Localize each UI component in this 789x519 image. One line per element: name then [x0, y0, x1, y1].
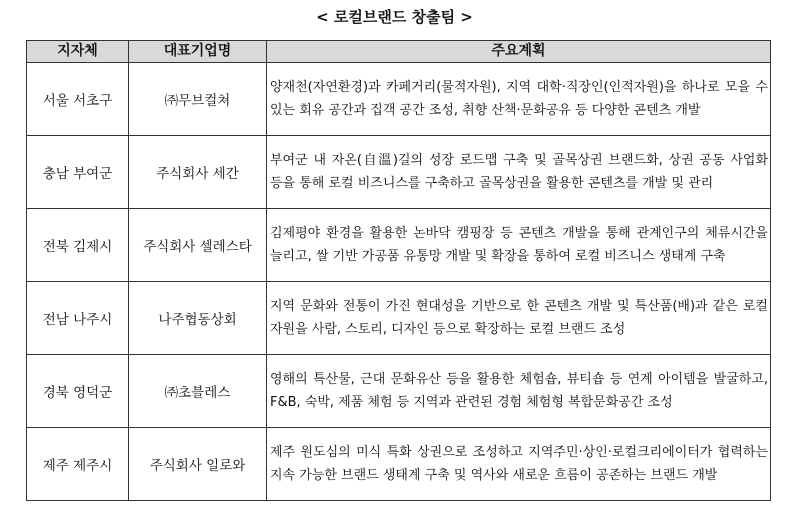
company-cell: 나주협동상회 — [129, 282, 267, 355]
municipality-cell: 서울 서초구 — [27, 63, 129, 136]
company-cell: 주식회사 셀레스타 — [129, 209, 267, 282]
page-title: < 로컬브랜드 창출팀 > — [316, 8, 473, 26]
table-row — [27, 63, 771, 136]
municipality-cell: 제주 제주시 — [27, 428, 129, 501]
company-cell: ㈜무브컬쳐 — [129, 63, 267, 136]
municipality-cell: 전북 김제시 — [27, 209, 129, 282]
table-row — [27, 136, 771, 209]
plan-cell: 양재천(자연환경)과 카페거리(물적자원), 지역 대학·직장인(인적자원)을 하나로 모을 수 있는 회유 공간과 집객 공간 조성, 취향 산책·문화공유 등 다양한 콘텐츠 개발 — [267, 63, 771, 136]
local-brand-table — [26, 40, 771, 501]
plan-cell: 지역 문화와 전통이 가진 현대성을 기반으로 한 콘텐츠 개발 및 특산품(배)과 같은 로컬 자원을 사람, 스토리, 디자인 등으로 확장하는 로컬 브랜드 조성 — [267, 282, 771, 355]
header-company: 대표기업명 — [129, 41, 267, 63]
company-cell: ㈜초블레스 — [129, 355, 267, 428]
plan-cell: 부여군 내 자온(自溫)길의 성장 로드맵 구축 및 골목상권 브랜드화, 상권 공동 사업화 등을 통해 로컬 비즈니스를 구축하고 골목상권을 활용한 콘텐츠를 개발 및 관리 — [267, 136, 771, 209]
table-row — [27, 209, 771, 282]
municipality-cell: 경북 영덕군 — [27, 355, 129, 428]
plan-cell: 김제평야 환경을 활용한 논바닥 캠핑장 등 콘텐츠 개발을 통해 관계인구의 체류시간을 늘리고, 쌀 기반 가공품 유통망 개발 및 확장을 통하여 로컬 비즈니스 생태계 구축 — [267, 209, 771, 282]
table-row — [27, 428, 771, 501]
table-row — [27, 282, 771, 355]
header-main-plan: 주요계획 — [267, 41, 771, 63]
company-cell: 주식회사 일로와 — [129, 428, 267, 501]
company-cell: 주식회사 세간 — [129, 136, 267, 209]
municipality-cell: 충남 부여군 — [27, 136, 129, 209]
plan-cell: 제주 원도심의 미식 특화 상권으로 조성하고 지역주민·상인·로컬크리에이터가 협력하는 지속 가능한 브랜드 생태계 구축 및 역사와 새로운 흐름이 공존하는 브랜드 개발 — [267, 428, 771, 501]
header-row — [27, 41, 771, 63]
municipality-cell: 전남 나주시 — [27, 282, 129, 355]
table-row — [27, 355, 771, 428]
plan-cell: 영해의 특산물, 근대 문화유산 등을 활용한 체험숍, 뷰티숍 등 연계 아이템을 발굴하고, F&B, 숙박, 제품 체험 등 지역과 관련된 경험 체험형 복합문화공간 조성 — [267, 355, 771, 428]
header-municipality: 지자체 — [27, 41, 129, 63]
